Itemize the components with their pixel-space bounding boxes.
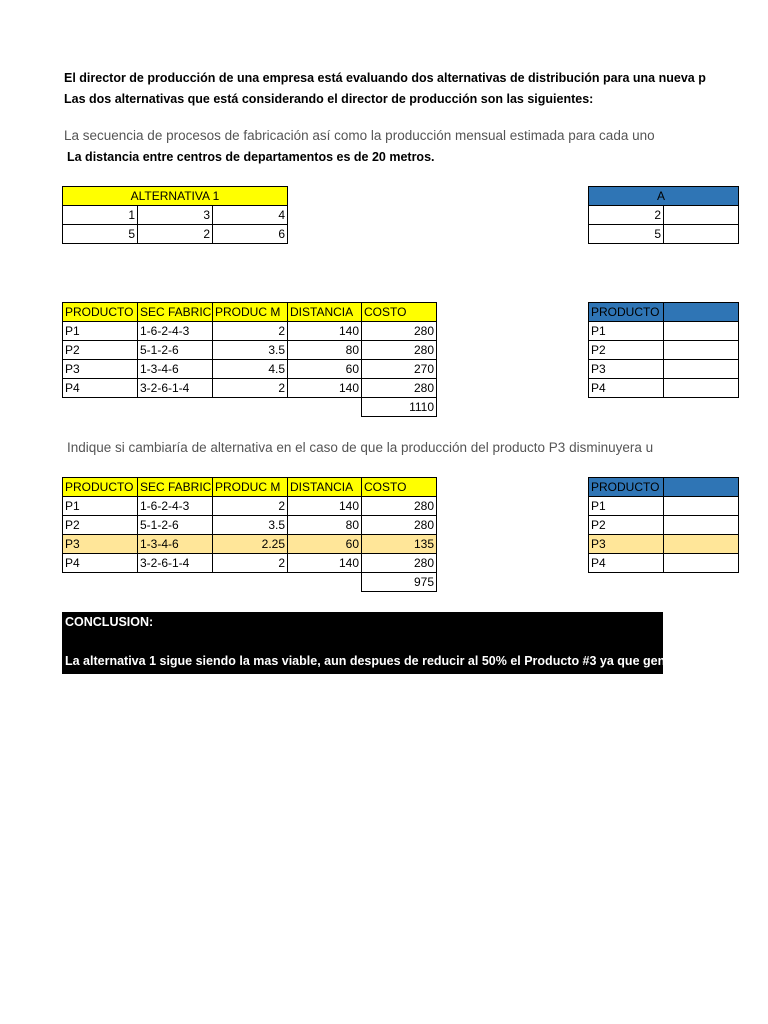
alt1-cell[interactable]: 3 [138,206,213,225]
cell-distancia[interactable]: 140 [288,322,362,341]
cell-sec[interactable]: 1-6-2-4-3 [138,322,213,341]
cell-costo[interactable]: 280 [362,516,437,535]
header-costo: COSTO [362,303,437,322]
intro-line-3: La secuencia de procesos de fabricación así como la producción mensual estimada para cada uno [64,128,655,143]
header-sec-fabric: SEC FABRIC [138,478,213,497]
alt1-cell[interactable]: 6 [213,225,288,244]
cell-producto[interactable]: P3 [63,360,138,379]
costos-reducido-table [62,477,437,592]
conclusion-title: CONCLUSION: [65,615,154,629]
cell-sec[interactable]: 3-2-6-1-4 [138,379,213,398]
cell-sec[interactable]: 5-1-2-6 [138,341,213,360]
cell-producto[interactable]: P1 [589,497,664,516]
cell-produc[interactable]: 2 [213,554,288,573]
header-producto: PRODUCTO [63,478,138,497]
cell-sec[interactable]: 3-2-6-1-4 [138,554,213,573]
cell-producto[interactable]: P3 [589,360,664,379]
cell-producto[interactable]: P3 [63,535,138,554]
intro-line-2: Las dos alternativas que está considerando el director de producción son las siguientes: [64,92,594,106]
total-costo[interactable]: 1110 [362,398,437,417]
alt2-cell[interactable]: 5 [589,225,664,244]
table-row [589,497,739,516]
table-row [63,516,437,535]
cell-producto[interactable]: P3 [589,535,664,554]
table-row [63,360,437,379]
table-row [589,554,739,573]
cell-producto[interactable]: P2 [63,341,138,360]
costos-alternativa-1-table [62,302,437,417]
table-row [589,341,739,360]
cell-producto[interactable]: P1 [589,322,664,341]
alternativa-2-title: A [589,187,739,206]
cell-distancia[interactable]: 140 [288,379,362,398]
costos-alternativa-2-table [588,302,739,398]
cell-sec[interactable]: 5-1-2-6 [138,516,213,535]
header-distancia: DISTANCIA [288,303,362,322]
cell-sec[interactable]: 1-3-4-6 [138,535,213,554]
cell-distancia[interactable]: 60 [288,535,362,554]
costos-reducido-alt2-table [588,477,739,573]
intro-line-1: El director de producción de una empresa está evaluando dos alternativas de distribución para una nueva p [64,71,706,85]
cell-produc[interactable]: 2 [213,379,288,398]
header-producto: PRODUCTO [589,478,664,497]
cell-producto[interactable]: P1 [63,497,138,516]
cell-produc[interactable]: 2 [213,497,288,516]
cell-producto[interactable]: P4 [63,554,138,573]
alt1-cell[interactable]: 5 [63,225,138,244]
cell-costo[interactable]: 135 [362,535,437,554]
table-row [589,516,739,535]
cell-produc[interactable]: 2 [213,322,288,341]
cell-costo[interactable]: 270 [362,360,437,379]
table-row [63,341,437,360]
cell-produc[interactable]: 4.5 [213,360,288,379]
cell-costo[interactable]: 280 [362,322,437,341]
cell-producto[interactable]: P2 [589,516,664,535]
alt1-cell[interactable]: 4 [213,206,288,225]
header-produc-m: PRODUC M [213,478,288,497]
table-row [63,322,437,341]
conclusion-text: La alternativa 1 sigue siendo la mas viable, aun despues de reducir al 50% el Producto #3 ya que genera m [65,654,699,668]
table-row [63,497,437,516]
table-row-highlighted [63,535,437,554]
alt1-cell[interactable]: 2 [138,225,213,244]
header-distancia: DISTANCIA [288,478,362,497]
cell-producto[interactable]: P1 [63,322,138,341]
alternativa-1-title: ALTERNATIVA 1 [63,187,288,206]
cell-producto[interactable]: P4 [589,554,664,573]
cell-produc[interactable]: 3.5 [213,341,288,360]
question-text: Indique si cambiaría de alternativa en el caso de que la producción del producto P3 disminuyera u [67,440,654,455]
cell-produc[interactable]: 2.25 [213,535,288,554]
alternativa-1-table [62,186,288,244]
header-producto: PRODUCTO [63,303,138,322]
alternativa-2-table [588,186,739,244]
alt1-cell[interactable]: 1 [63,206,138,225]
cell-distancia[interactable]: 60 [288,360,362,379]
cell-costo[interactable]: 280 [362,554,437,573]
header-costo: COSTO [362,478,437,497]
cell-producto[interactable]: P4 [589,379,664,398]
cell-producto[interactable]: P4 [63,379,138,398]
total-costo[interactable]: 975 [362,573,437,592]
header-producto: PRODUCTO [589,303,664,322]
alt2-cell[interactable]: 2 [589,206,664,225]
cell-sec[interactable]: 1-3-4-6 [138,360,213,379]
table-row [589,379,739,398]
header-produc-m: PRODUC M [213,303,288,322]
conclusion-box [62,612,699,674]
cell-produc[interactable]: 3.5 [213,516,288,535]
table-row [589,360,739,379]
cell-distancia[interactable]: 140 [288,497,362,516]
cell-distancia[interactable]: 80 [288,516,362,535]
cell-producto[interactable]: P2 [63,516,138,535]
cell-costo[interactable]: 280 [362,379,437,398]
cell-costo[interactable]: 280 [362,497,437,516]
table-row [63,554,437,573]
intro-line-4: La distancia entre centros de departamentos es de 20 metros. [67,150,435,164]
cell-sec[interactable]: 1-6-2-4-3 [138,497,213,516]
cell-costo[interactable]: 280 [362,341,437,360]
table-row [589,322,739,341]
cell-distancia[interactable]: 80 [288,341,362,360]
table-row [63,379,437,398]
cell-distancia[interactable]: 140 [288,554,362,573]
cell-producto[interactable]: P2 [589,341,664,360]
header-sec-fabric: SEC FABRIC [138,303,213,322]
table-row-highlighted [589,535,739,554]
